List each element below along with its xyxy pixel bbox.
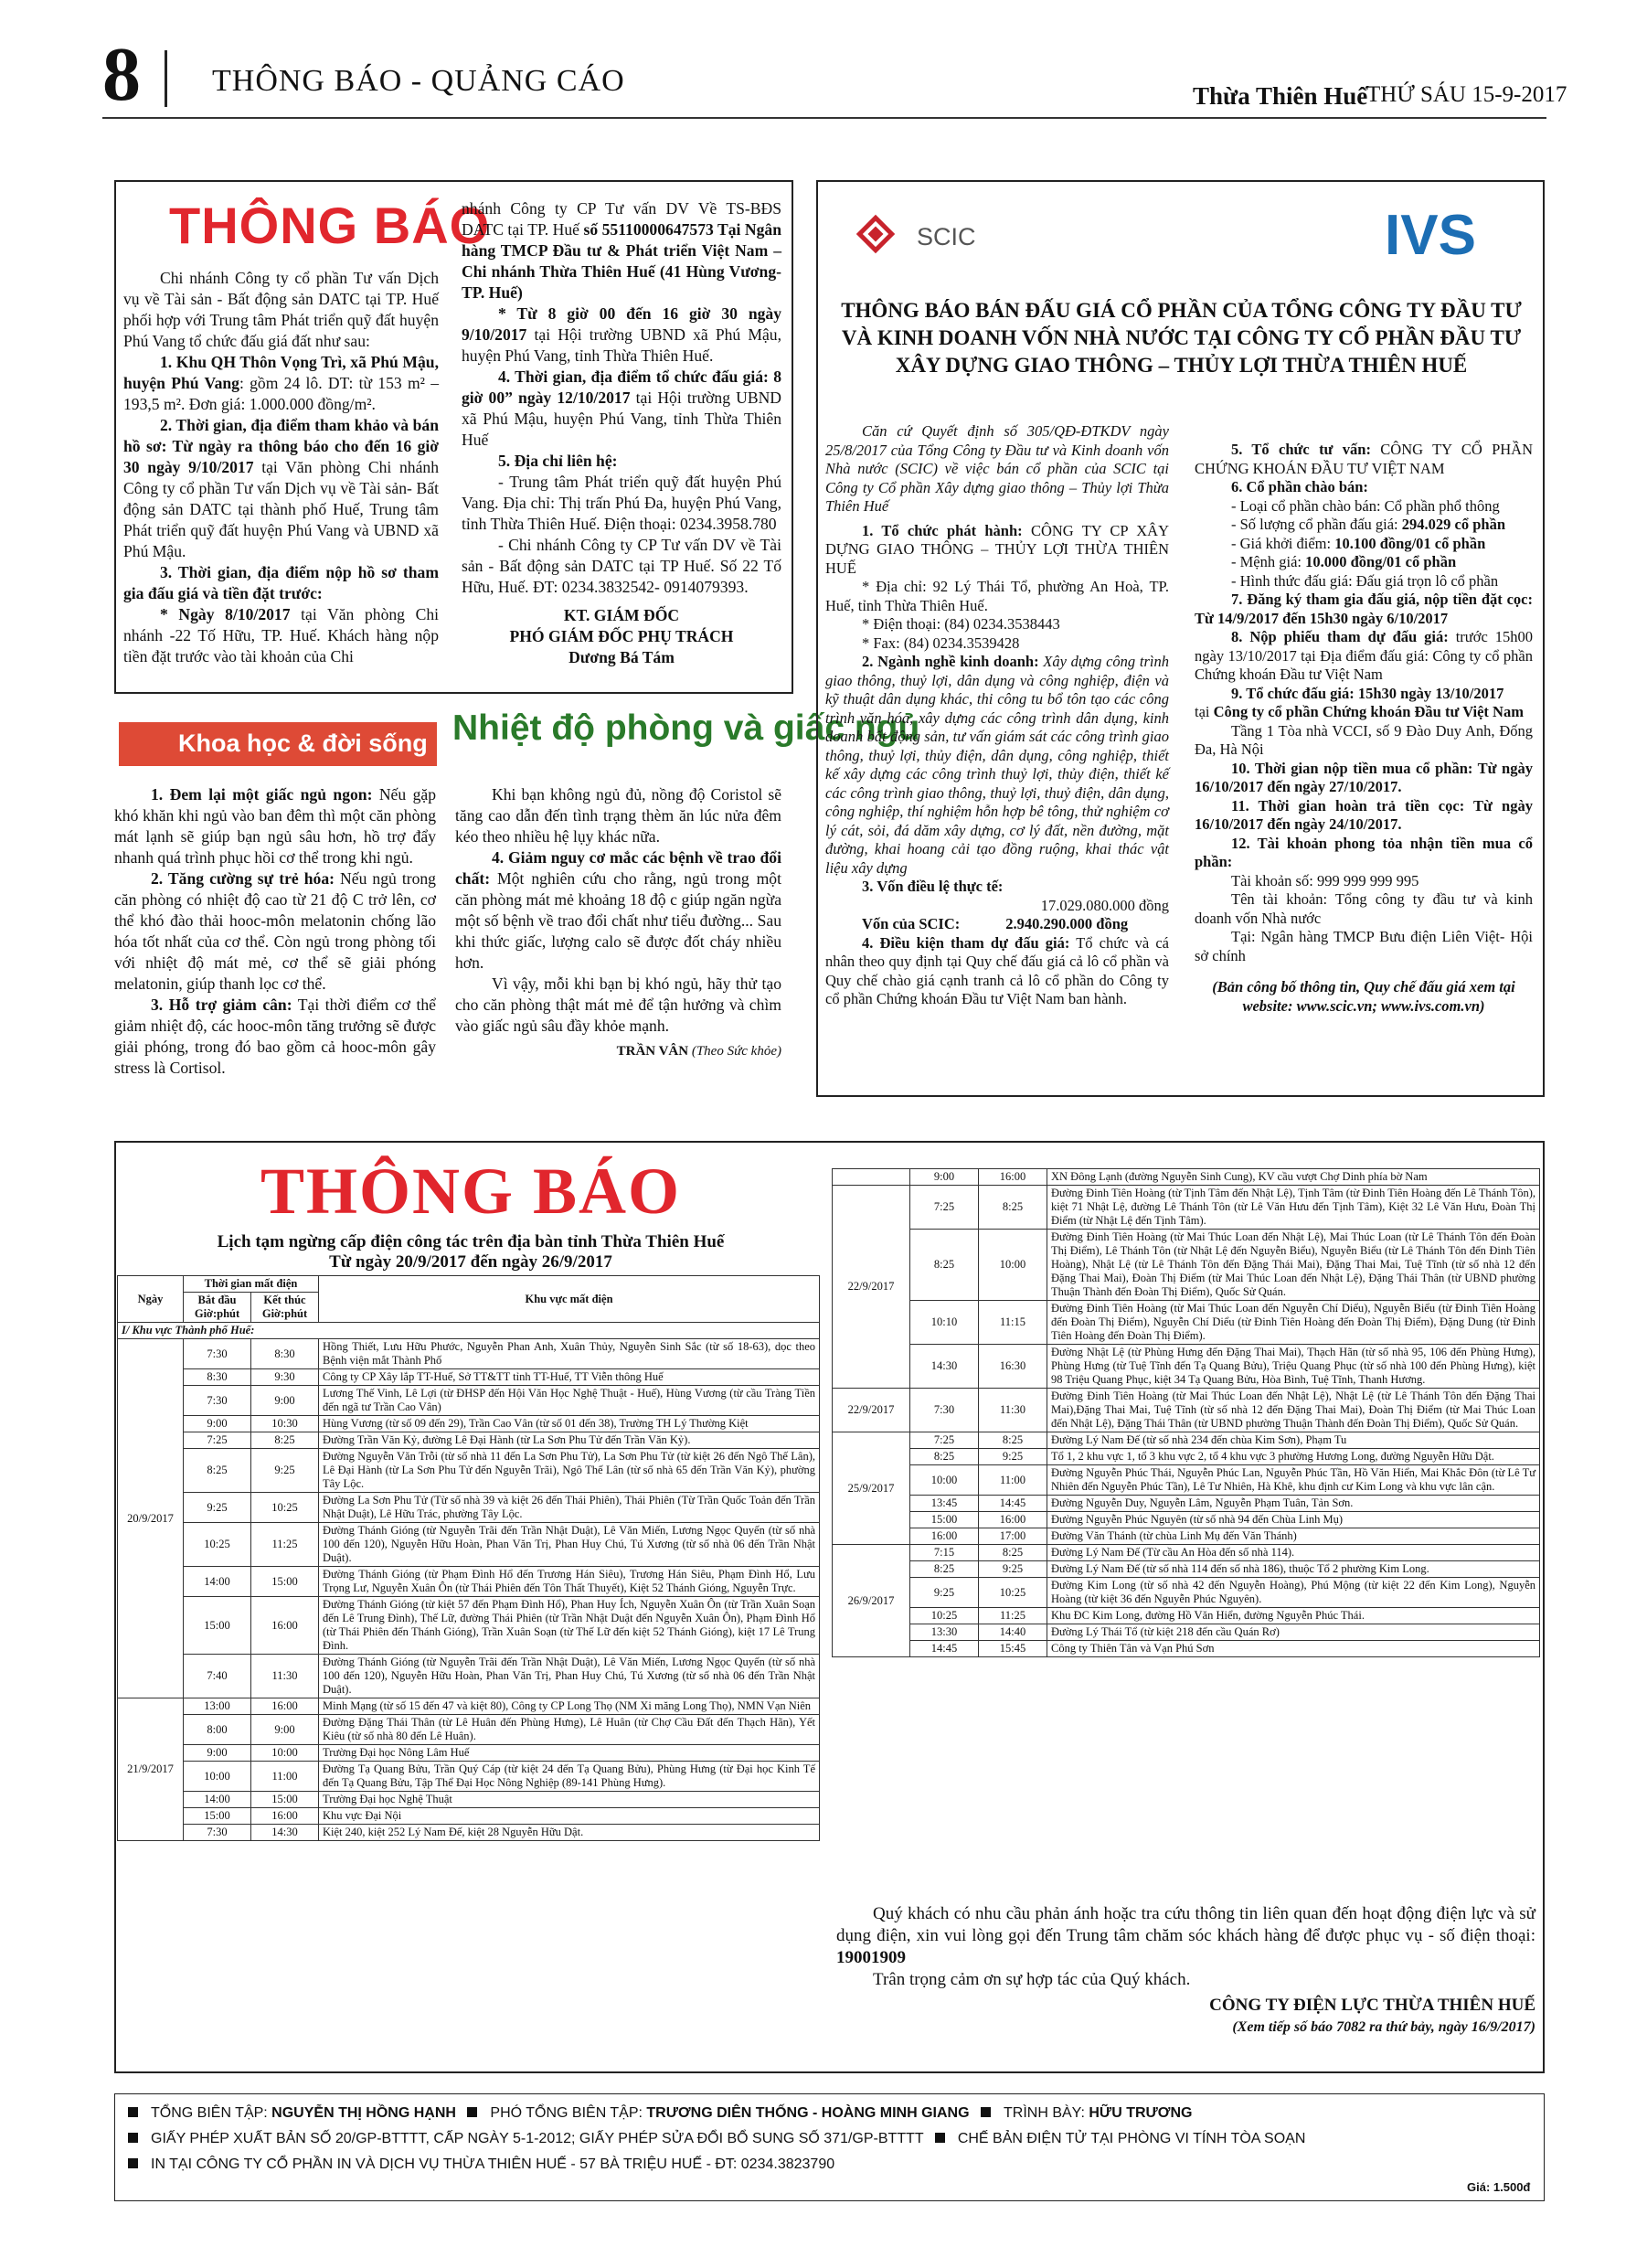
- end-time: 9:00: [251, 1715, 319, 1745]
- table-row: [833, 1578, 1540, 1608]
- start-time: 10:25: [910, 1608, 979, 1624]
- notice-intro: Chi nhánh Công ty cổ phần Tư vấn Dịch vụ về Tài sản - Bất động sản DATC tại TP. Huế phối hợp với Trung tâm Phát triển quỹ đất huyện Phú Vang tổ chức đấu giá đất như sau:: [123, 269, 439, 350]
- end-time: 8:25: [251, 1432, 319, 1449]
- col-header-area: Khu vực mất điện: [319, 1276, 820, 1323]
- scic-address: * Địa chỉ: 92 Lý Thái Tổ, phường An Hoà, TP. Huế, tỉnh Thừa Thiên Huế.: [825, 578, 1169, 614]
- section-title: THÔNG BÁO - QUẢNG CÁO: [212, 64, 625, 98]
- start-time: 9:00: [184, 1416, 251, 1432]
- article-point-3: 3. Hỗ trợ giảm cân: Tại thời điểm cơ thể giảm nhiệt độ, các hooc-môn tăng trưởng sẽ được giải phóng, trong đó bao gồm cả hooc-môn gây stress là Cortisol.: [114, 996, 436, 1077]
- start-time: 10:00: [910, 1465, 979, 1496]
- table-row: [833, 1641, 1540, 1657]
- issue-date: THỨ SÁU 15-9-2017: [1366, 82, 1567, 107]
- outage-area: Đường Nguyễn Phúc Thái, Nguyễn Phúc Lan, Nguyễn Phúc Tần, Hồ Văn Hiển, Mai Khắc Đôn (từ Lê Tư Nhiên đến Nguyễn Phúc Tần), Lê Tư Nhiên, Hà Khê, khu định cư Kim Long và khu vực lân cận.: [1047, 1465, 1540, 1496]
- table-row: [118, 1655, 820, 1698]
- scic-spacer: [1195, 422, 1533, 441]
- table-row: [118, 1369, 820, 1386]
- start-time: 9:00: [184, 1745, 251, 1762]
- day-cell: 21/9/2017: [118, 1698, 184, 1841]
- start-time: 15:00: [184, 1808, 251, 1825]
- outage-area: Đường Nhật Lệ (từ Phùng Hưng đến Đặng Thai Mai), Thạch Hãn (từ số nhà 95, 106 đến Phùng Hưng), Phùng Hưng (từ Tuệ Tĩnh đến Tạ Quang Bửu), Triệu Quang Phục (từ số nhà 100 đến Phùng Hưng), kiệt 98 Triệu Quang Phục, kiệt 34 Tạ Quang Bửu, Hòa Bình, Tuệ Tĩnh, Thanh Hương.: [1047, 1345, 1540, 1389]
- scic-title: THÔNG BÁO BÁN ĐẤU GIÁ CỔ PHẦN CỦA TỔNG CÔNG TY ĐẦU TƯ VÀ KINH DOANH VỐN NHÀ NƯỚC TẠI CÔNG TY CỔ PHẦN ĐẦU TƯ XÂY DỰNG GIAO THÔNG – THỦY LỢI THỪA THIÊN HUẾ: [841, 299, 1522, 377]
- end-time: 11:00: [979, 1465, 1047, 1496]
- end-time: 11:30: [979, 1389, 1047, 1432]
- end-time: 10:25: [251, 1493, 319, 1523]
- table-row: [118, 1567, 820, 1597]
- start-time: 14:45: [910, 1641, 979, 1657]
- end-time: 16:00: [251, 1698, 319, 1715]
- table-row: [118, 1745, 820, 1762]
- table-row: [833, 1301, 1540, 1345]
- notice-column-2: [462, 198, 781, 668]
- outage-area: Đường Đinh Tiên Hoàng (từ Mai Thúc Loan đến Nhật Lệ), Mai Thúc Loan (từ Lê Thánh Tôn đến Đoàn Thị Điểm), Lê Thánh Tôn (từ Nhật Lệ đến Nguyễn Biểu), Nguyễn Biểu (từ Lê Thánh Tôn đến Đinh Tiên Hoàng), Nhật Lệ (từ Lê Thánh Tôn đến Đặng Thái Mai), Đặng Thai Mai, Tuệ Tĩnh (từ số nhà 12 đến Đặng Thai Mai), Đoàn Thị Điểm (từ Mai Thúc Loan đến Nhật Lệ), Đặng Thái Thân (từ UBND phường Thuận Thành đến Đoàn Thị Điểm), Quốc Sử Quán.: [1047, 1230, 1540, 1301]
- outage-subtitle: Lịch tạm ngừng cấp điện công tác trên địa bàn tỉnh Thừa Thiên Huế: [217, 1232, 725, 1251]
- scic-registration: 7. Đăng ký tham gia đấu giá, nộp tiền đặt cọc: Từ 14/9/2017 đến 15h30 ngày 6/10/2017: [1195, 591, 1533, 627]
- day-cell: 26/9/2017: [833, 1545, 910, 1657]
- scic-capital-value: 17.029.080.000 đồng: [1040, 896, 1169, 914]
- end-time: 17:00: [979, 1528, 1047, 1545]
- table-row: [118, 1493, 820, 1523]
- outage-company: CÔNG TY ĐIỆN LỰC THỪA THIÊN HUẾ: [1209, 1996, 1535, 2015]
- outage-area: Đường Nguyễn Duy, Nguyễn Lâm, Nguyễn Phạm Tuân, Tản Sơn.: [1047, 1496, 1540, 1512]
- outage-title: THÔNG BÁO: [260, 1155, 682, 1228]
- scic-logo: [855, 213, 897, 255]
- outage-area: Đường Lý Thái Tổ (từ kiệt 218 đến cầu Quán Rơ): [1047, 1624, 1540, 1641]
- end-time: 16:00: [251, 1597, 319, 1655]
- table-row: [118, 1825, 820, 1841]
- notice-deposit-time: * Từ 8 giờ 00 đến 16 giờ 30 ngày 9/10/2017 tại Hội trường UBND xã Phú Mậu, huyện Phú Vang, tỉnh Thừa Thiên Huế.: [462, 304, 781, 365]
- end-time: 8:30: [251, 1339, 319, 1369]
- start-time: 7:30: [910, 1389, 979, 1432]
- outage-thanks: Trân trọng cảm ơn sự hợp tác của Quý khách.: [873, 1970, 1191, 1989]
- end-time: 11:00: [251, 1762, 319, 1792]
- table-row: [118, 1339, 820, 1369]
- outage-table-right: [832, 1168, 1540, 1657]
- outage-continued: (Xem tiếp số báo 7082 ra thứ bảy, ngày 16/9/2017): [1232, 2019, 1535, 2035]
- scic-venue: tại Công ty cổ phần Chứng khoán Đầu tư Việt Nam: [1195, 703, 1524, 720]
- outage-footer: [836, 1903, 1535, 2039]
- end-time: 9:25: [979, 1449, 1047, 1465]
- end-time: 16:00: [979, 1512, 1047, 1528]
- start-time: 8:25: [184, 1449, 251, 1493]
- scic-offering: 6. Cổ phần chào bán:: [1231, 478, 1368, 495]
- scic-scic-capital: Vốn của SCIC: 2.940.290.000 đồng: [862, 915, 1129, 932]
- start-time: 7:15: [910, 1545, 979, 1561]
- day-cell: [833, 1169, 910, 1186]
- notice-item-5: 5. Địa chỉ liên hệ:: [498, 452, 618, 470]
- outage-area: Khu ĐC Kim Long, đường Hồ Văn Hiển, đường Nguyễn Phúc Thái.: [1047, 1608, 1540, 1624]
- outage-area: Đường Nguyễn Phúc Nguyên (từ số nhà 94 đến Chùa Linh Mụ): [1047, 1512, 1540, 1528]
- table-row: [833, 1512, 1540, 1528]
- start-time: 9:00: [910, 1169, 979, 1186]
- table-row: [833, 1528, 1540, 1545]
- newspaper-brand: Thừa Thiên Huế: [1193, 82, 1368, 110]
- article-column-2: [455, 784, 781, 1062]
- outage-area: Minh Mạng (từ số 15 đến 47 và kiệt 80), Công ty CP Long Thọ (NM Xi măng Long Thọ), NMN Vạn Niên: [319, 1698, 820, 1715]
- outage-area: Đường Kim Long (từ số nhà 42 đến Nguyễn Hoàng), Phú Mộng (từ kiệt 22 đến Kim Long), Nguyễn Hoàng (từ kiệt 36 đến Nguyễn Phúc Nguyên).: [1047, 1578, 1540, 1608]
- scic-auction-time: 9. Tổ chức đấu giá: 15h30 ngày 13/10/2017: [1231, 684, 1504, 702]
- outage-area: XN Đông Lạnh (đường Nguyễn Sinh Cung), KV cầu vượt Chợ Dinh phía bờ Nam: [1047, 1169, 1540, 1186]
- imprint-line-3: IN TẠI CÔNG TY CỔ PHẦN IN VÀ DỊCH VỤ THỪA THIÊN HUẾ - 57 BÀ TRIỆU HUẾ - ĐT: 0234.3823790: [128, 2156, 834, 2173]
- outage-area: Đường Thánh Gióng (từ Nguyễn Trãi đến Trần Nhật Duật), Lê Văn Miến, Lương Ngọc Quyến (từ số nhà 100 đến 120), Nguyễn Hữu Hoàn, Phan Văn Trị, Phan Huy Chú, Tú Xương (từ số nhà 06 đến Trần Nhật Duật).: [319, 1655, 820, 1698]
- table-row: [118, 1523, 820, 1567]
- end-time: 15:00: [251, 1792, 319, 1808]
- start-time: 16:00: [910, 1528, 979, 1545]
- start-time: 10:00: [184, 1762, 251, 1792]
- start-time: 14:00: [184, 1792, 251, 1808]
- notice-column-1: [123, 268, 439, 667]
- end-time: 16:00: [251, 1808, 319, 1825]
- end-time: 10:00: [251, 1745, 319, 1762]
- end-time: 15:00: [251, 1567, 319, 1597]
- start-time: 8:25: [910, 1230, 979, 1301]
- outage-area: Hồng Thiết, Lưu Hữu Phước, Nguyễn Phan Anh, Xuân Thủy, Nguyễn Sinh Sắc (từ số 18-63), dọc theo Bệnh viện mắt Thành Phố: [319, 1339, 820, 1369]
- start-time: 13:00: [184, 1698, 251, 1715]
- day-cell: 22/9/2017: [833, 1389, 910, 1432]
- start-time: 7:25: [910, 1186, 979, 1230]
- outage-area: Trường Đại học Nghệ Thuật: [319, 1792, 820, 1808]
- start-time: 14:00: [184, 1567, 251, 1597]
- article-title: Nhiệt độ phòng và giấc ngủ: [452, 708, 920, 748]
- scic-refund-time: 11. Thời gian hoàn trả tiền cọc: Từ ngày 16/10/2017 đến ngày 24/10/2017.: [1195, 796, 1533, 833]
- table-row: [118, 1808, 820, 1825]
- table-row: [118, 1715, 820, 1745]
- article-conclusion: Vì vậy, mỗi khi bạn bị khó ngủ, hãy thử tạo cho căn phòng thật mát mẻ để tận hưởng và chìm vào giấc ngủ sâu đầy khỏe mạnh.: [455, 974, 781, 1035]
- notice-contact-a: - Trung tâm Phát triển quỹ đất huyện Phú Vang. Địa chỉ: Thị trấn Phú Đa, huyện Phú Vang, tỉnh Thừa Thiên Huế. Điện thoại: 0234.3958.780: [462, 473, 781, 533]
- outage-area: Đường La Sơn Phu Tử (Từ số nhà 39 và kiệt 26 đến Thái Phiên), Thái Phiên (Từ Trần Quốc Toản đến Trần Nhật Duật), Lê Hữu Trác, phường Tây Lộc.: [319, 1493, 820, 1523]
- start-time: 10:10: [910, 1301, 979, 1345]
- col-header-time: Thời gian mất điện: [184, 1276, 319, 1293]
- table-row: [118, 1597, 820, 1655]
- scic-fax: * Fax: (84) 0234.3539428: [862, 634, 1020, 652]
- table-row: [833, 1496, 1540, 1512]
- outage-area: Công ty Thiên Tân và Vạn Phú Sơn: [1047, 1641, 1540, 1657]
- start-time: 7:25: [910, 1432, 979, 1449]
- scic-conditions: 4. Điều kiện tham dự đấu giá: Tổ chức và cá nhân theo quy định tại Quy chế đấu giá cả lô cổ phần và Quy chế chào giá cạnh tranh cả lô cổ phần do Công ty cổ phần Chứng khoán Đầu tư Việt Nam ban hành.: [825, 933, 1170, 1007]
- notice-item-3: 3. Thời gian, địa điểm nộp hồ sơ tham gia đấu giá và tiền đặt trước:: [123, 563, 439, 602]
- end-time: 10:30: [251, 1416, 319, 1432]
- table-row: [833, 1186, 1540, 1230]
- outage-area: Đường Lý Nam Đế (từ số nhà 114 đến số nhà 186), thuộc Tổ 2 phường Kim Long.: [1047, 1561, 1540, 1578]
- scic-account-bank: Tại: Ngân hàng TMCP Bưu điện Liên Việt- Hội sở chính: [1195, 928, 1533, 964]
- ivs-logo: IVS: [1385, 204, 1476, 267]
- end-time: 15:45: [979, 1641, 1047, 1657]
- outage-area: Trường Đại học Nông Lâm Huế: [319, 1745, 820, 1762]
- table-row: [833, 1449, 1540, 1465]
- scic-venue-address: Tầng 1 Tòa nhà VCCI, số 9 Đào Duy Anh, Đống Đa, Hà Nội: [1195, 721, 1533, 758]
- day-cell: 22/9/2017: [833, 1186, 910, 1389]
- end-time: 10:25: [979, 1578, 1047, 1608]
- notice-contact-b: - Chi nhánh Công ty CP Tư vấn DV về Tài sản - Bất động sản DATC tại TP Huế. Số 22 Tố Hữu, Huế. ĐT: 0234.3832542- 0914079393.: [462, 536, 781, 596]
- start-time: 13:30: [910, 1624, 979, 1641]
- start-time: 9:25: [184, 1493, 251, 1523]
- area-section: I/ Khu vực Thành phố Huế:: [118, 1323, 820, 1339]
- table-row: [118, 1449, 820, 1493]
- scic-phone: * Điện thoại: (84) 0234.3538443: [862, 615, 1060, 633]
- imprint-line-1: TỔNG BIÊN TẬP: NGUYỄN THỊ HỒNG HẠNH PHÓ TỔNG BIÊN TẬP: TRƯƠNG DIÊN THỐNG - HOÀNG MINH GIANG TRÌNH BÀY: HỮU TRƯƠNG: [128, 2105, 1192, 2122]
- scic-column-2: [1195, 422, 1533, 1016]
- article-column-1: [114, 784, 436, 1079]
- article-point-2: 2. Tăng cường sự trẻ hóa: Nếu ngủ trong căn phòng có nhiệt độ cao từ 21 độ C trở lên, cơ thể khó đào thải hooc-môn melatonin chống lão hóa tốt nhất của cơ thể. Còn ngủ trong phòng tối với nhiệt độ mát mẻ, cơ thể sẽ giải phóng melatonin, giúp thanh lọc cơ thể.: [114, 869, 436, 993]
- end-time: 9:25: [979, 1561, 1047, 1578]
- end-time: 14:40: [979, 1624, 1047, 1641]
- table-row: [118, 1416, 820, 1432]
- start-time: 15:00: [184, 1597, 251, 1655]
- start-time: 8:30: [184, 1369, 251, 1386]
- end-time: 10:00: [979, 1230, 1047, 1301]
- end-time: 9:00: [251, 1386, 319, 1416]
- start-time: 7:25: [184, 1432, 251, 1449]
- signature-title: KT. GIÁM ĐỐC: [563, 606, 680, 624]
- outage-area: Lương Thế Vinh, Lê Lợi (từ ĐHSP đến Hội Văn Học Nghệ Thuật - Huế), Hùng Vương (từ cầu Tràng Tiền đến ngã tư Trần Cao Vân): [319, 1386, 820, 1416]
- end-time: 11:25: [979, 1608, 1047, 1624]
- scic-capital-label: 3. Vốn điều lệ thực tế:: [862, 878, 1004, 895]
- imprint-line-2: GIẤY PHÉP XUẤT BẢN SỐ 20/GP-BTTTT, CẤP NGÀY 5-1-2012; GIẤY PHÉP SỬA ĐỔI BỔ SUNG SỐ 371/GP-BTTTT CHẾ BẢN ĐIỆN TỬ TẠI PHÒNG VI TÍNH TÒA SOẠN: [128, 2131, 1305, 2147]
- end-time: 8:25: [979, 1186, 1047, 1230]
- end-time: 16:30: [979, 1345, 1047, 1389]
- signature-role: PHÓ GIÁM ĐỐC PHỤ TRÁCH: [509, 627, 734, 645]
- col-header-start: Bắt đầu Giờ:phút: [184, 1293, 251, 1323]
- start-time: 8:00: [184, 1715, 251, 1745]
- notice-bank-info: nhánh Công ty CP Tư vấn DV Về TS-BĐS DATC tại TP. Huế số 55110000647573 Tại Ngân hàng TMCP Đầu tư & Phát triển Việt Nam – Chi nhánh Thừa Thiên Huế (41 Hùng Vương-TP. Huế): [462, 199, 781, 302]
- end-time: 14:30: [251, 1825, 319, 1841]
- outage-area: Khu vực Đại Nội: [319, 1808, 820, 1825]
- table-row: [118, 1698, 820, 1715]
- signature-name: Dương Bá Tám: [568, 648, 675, 666]
- outage-area: Đường Văn Thánh (từ chùa Linh Mụ đến Văn Thánh): [1047, 1528, 1540, 1545]
- start-time: 7:30: [184, 1339, 251, 1369]
- start-time: 8:25: [910, 1561, 979, 1578]
- table-row: [118, 1762, 820, 1792]
- start-time: 9:25: [910, 1578, 979, 1608]
- section-label: Khoa học & đời sống: [119, 722, 437, 766]
- table-row: [833, 1465, 1540, 1496]
- page-number: 8: [102, 32, 141, 117]
- scic-website-note: (Bản công bố thông tin, Quy chế đấu giá xem tại website: www.scic.vn; www.ivs.com.vn): [1212, 978, 1515, 1015]
- start-time: 7:40: [184, 1655, 251, 1698]
- scic-share-qty: - Số lượng cổ phần đấu giá: 294.029 cổ phần: [1231, 516, 1505, 533]
- outage-period: Từ ngày 20/9/2017 đến ngày 26/9/2017: [329, 1252, 612, 1272]
- start-time: 10:25: [184, 1523, 251, 1567]
- article-point-4: 4. Giảm nguy cơ mắc các bệnh về trao đổi chất: Một nghiên cứu cho rằng, ngủ trong một căn phòng mát mẻ khoảng 18 độ c giúp ngăn ngừa một số bệnh về trao đổi chất như tiểu đường... Sau khi thức giấc, lượng calo sẽ được đốt cháy nhiều hơn.: [455, 848, 781, 972]
- end-time: 11:30: [251, 1655, 319, 1698]
- article-byline: TRẦN VÂN (Theo Sức khỏe): [616, 1044, 781, 1059]
- scic-advisor: 5. Tổ chức tư vấn: CÔNG TY CỔ PHẦN CHỨNG KHOÁN ĐẦU TƯ VIỆT NAM: [1195, 441, 1533, 477]
- outage-area: Đường Thánh Gióng (từ Nguyễn Trãi đến Trần Nhật Duật), Lê Văn Miến, Lương Ngọc Quyến (từ số nhà 100 đến 120), Nguyễn Hữu Hoàn, Phan Văn Trị, Phan Huy Chú, Tú Xương (từ số nhà 06 đến Trần Nhật Duật).: [319, 1523, 820, 1567]
- outage-area: Đường Thánh Gióng (từ Phạm Đình Hổ đến Trương Hán Siêu), Trương Hán Siêu, Phạm Đình Hổ, Lưu Trọng Lư, Nguyễn Xuân Ôn (từ Thái Phiên đến Tôn Thất Thuyết), Kiệt 52 Thánh Gióng, Nguyễn Trực.: [319, 1567, 820, 1597]
- table-row: [833, 1230, 1540, 1301]
- scic-par-value: - Mệnh giá: 10.000 đồng/01 cổ phần: [1231, 553, 1457, 570]
- table-row: [833, 1389, 1540, 1432]
- start-time: 15:00: [910, 1512, 979, 1528]
- table-row: [833, 1345, 1540, 1389]
- outage-area: Đường Tạ Quang Bửu, Trần Quý Cáp (từ kiệt 24 đến Tạ Quang Bửu), Phùng Hưng (từ Đại học Kinh Tế đến Tạ Quang Bửu, Tập Thể Đại Học Nông Nghiệp (89-141 Phùng Hưng).: [319, 1762, 820, 1792]
- header-divider: [165, 50, 167, 107]
- start-time: 7:30: [184, 1825, 251, 1841]
- scic-payment-time: 10. Thời gian nộp tiền mua cổ phần: Từ ngày 16/10/2017 đến ngày 27/10/2017.: [1195, 759, 1533, 795]
- article-para: Khi bạn không ngủ đủ, nồng độ Coristol sẽ tăng cao dẫn đến tình trạng thèm ăn lúc nửa đêm kéo theo nhiều hệ lụy khác nữa.: [455, 785, 781, 846]
- outage-area: Đường Đinh Tiên Hoàng (từ Mai Thúc Loan đến Nhật Lệ), Nhật Lệ (từ Lê Thánh Tôn đến Đặng Thai Mai),Đặng Thai Mai, Tuệ Tĩnh (từ số nhà 12 đến Đặng Thai Mai), Đoàn Thị Điểm (từ Mai Thúc Loan đến Nhật Lệ), Đặng Thái Thân (từ UBND phường Thuận Thành đến Đoàn Thị Điểm), Quốc Sử Quán.: [1047, 1389, 1540, 1432]
- end-time: 11:25: [251, 1523, 319, 1567]
- scic-account-title: 12. Tài khoản phong tỏa nhận tiền mua cổ phần:: [1195, 834, 1533, 870]
- notice-title: THÔNG BÁO: [169, 197, 491, 254]
- scic-issuer: 1. Tổ chức phát hành: CÔNG TY CP XÂY DỰNG GIAO THÔNG – THỦY LỢI THỪA THIÊN HUẾ: [825, 521, 1169, 577]
- table-row: [833, 1432, 1540, 1449]
- scic-share-type: - Loại cổ phần chào bán: Cổ phần phổ thông: [1231, 496, 1500, 515]
- outage-area: Đường Đặng Thái Thân (từ Lê Huân đến Phùng Hưng), Lê Huân (từ Chợ Cầu Đất đến Thạch Hãn), Yết Kiêu (từ số nhà 80 đến Lê Huân).: [319, 1715, 820, 1745]
- start-time: 13:45: [910, 1496, 979, 1512]
- day-cell: 25/9/2017: [833, 1432, 910, 1545]
- start-time: 14:30: [910, 1345, 979, 1389]
- scic-account-name: Tên tài khoản: Tổng công ty đầu tư và kinh doanh vốn Nhà nước: [1195, 890, 1533, 927]
- end-time: 14:45: [979, 1496, 1047, 1512]
- article-point-1: 1. Đem lại một giấc ngủ ngon: Nếu gặp khó khăn khi ngủ vào ban đêm thì một căn phòng mát lạnh sẽ giúp bạn ngủ sâu hơn, hồ trợ đẩy nhanh quá trình phục hồi cơ thể trong khi ngủ.: [114, 785, 436, 867]
- scic-logo-text: SCIC: [917, 223, 976, 250]
- table-row: [118, 1386, 820, 1416]
- end-time: 8:25: [979, 1432, 1047, 1449]
- table-row: [833, 1169, 1540, 1186]
- day-cell: 20/9/2017: [118, 1339, 184, 1698]
- scic-start-price: - Giá khởi điểm: 10.100 đồng/01 cổ phần: [1231, 534, 1486, 552]
- notice-item-2: 2. Thời gian, địa điểm tham khảo và bán hồ sơ: Từ ngày ra thông báo cho đến 16 giờ 30 ngày 9/10/2017 tại Văn phòng Chi nhánh Công ty cổ phần Tư vấn Dịch vụ về Tài sản- Bất động sản DATC tại thành phố Huế, Trung tâm Phát triển quỹ đất huyện Phú Vang và UBND xã Phú Mậu.: [123, 416, 439, 560]
- col-header-end: Kết thúc Giờ:phút: [251, 1293, 319, 1323]
- scic-account-number: Tài khoản số: 999 999 999 995: [1231, 871, 1419, 889]
- table-row: [833, 1561, 1540, 1578]
- price-label: Giá: 1.500đ: [1467, 2180, 1531, 2194]
- table-row: [118, 1432, 820, 1449]
- table-row: [833, 1608, 1540, 1624]
- outage-area: Đường Lý Nam Đế (từ số nhà 234 đến chùa Kim Sơn), Phạm Tu: [1047, 1432, 1540, 1449]
- start-time: 7:30: [184, 1386, 251, 1416]
- header-rule: [102, 117, 1546, 119]
- notice-item-1: 1. Khu QH Thôn Vọng Trì, xã Phú Mậu, huyện Phú Vang: gồm 24 lô. DT: từ 153 m² – 193,5 m². Đơn giá: 1.000.000 đồng/m².: [123, 353, 439, 413]
- outage-area: Kiệt 240, kiệt 252 Lý Nam Đế, kiệt 28 Nguyễn Hữu Dật.: [319, 1825, 820, 1841]
- end-time: 16:00: [979, 1169, 1047, 1186]
- notice-item-4: 4. Thời gian, địa điểm tổ chức đấu giá: 8 giờ 00” ngày 12/10/2017 tại Hội trường UBND xã Phú Mậu, huyện Phú Vang, tỉnh Thừa Thiên Huế: [462, 367, 782, 449]
- outage-area: Đường Nguyễn Văn Trỗi (từ số nhà 11 đến La Sơn Phu Tử), La Sơn Phu Tử (từ kiệt 26 đến Ngô Thế Lân), Lê Đại Hành (từ La Sơn Phu Tử đến Nguyễn Trãi), Ngô Thế Lân (từ số nhà 65 đến Trần Văn Kỷ), phường Tây Lộc.: [319, 1449, 820, 1493]
- end-time: 9:30: [251, 1369, 319, 1386]
- table-row: [833, 1545, 1540, 1561]
- end-time: 11:15: [979, 1301, 1047, 1345]
- notice-item-3-detail: * Ngày 8/10/2017 tại Văn phòng Chi nhánh -22 Tố Hữu, TP. Huế. Khách hàng nộp tiền đặt trước vào tài khoản của Chi: [123, 605, 440, 665]
- outage-note: Quý khách có nhu cầu phản ánh hoặc tra cứu thông tin liên quan đến hoạt động điện lực và sử dụng điện, xin vui lòng gọi đến Trung tâm chăm sóc khách hàng để được phục vụ - số điện thoại: 19001909: [836, 1904, 1535, 1967]
- table-row: [118, 1792, 820, 1808]
- end-time: 9:25: [251, 1449, 319, 1493]
- outage-area: Đường Đinh Tiên Hoàng (từ Tịnh Tâm đến Nhật Lệ), Tịnh Tâm (từ Đinh Tiên Hoàng đến Lê Thánh Tôn), kiệt 71 Nhật Lệ, đường Lê Thánh Tôn (từ Lê Văn Hưu đến Tịnh Tâm), Kiệt 32 Lê Văn Hưu, Đoàn Thị Điểm (từ Nhật Lệ đến Tịnh Tâm).: [1047, 1186, 1540, 1230]
- outage-area: Tổ 1, 2 khu vực 1, tổ 3 khu vực 2, tổ 4 khu vực 3 phường Hương Long, đường Nguyễn Hữu Dật.: [1047, 1449, 1540, 1465]
- scic-business: 2. Ngành nghề kinh doanh: Xây dựng công trình giao thông, thuỷ lợi, dân dụng và công nghiệp, điện và kỹ thuật dân dụng khác, thi công tu bổ tôn tạo các công trình văn hóa, xây dựng các công trình dân dụng, kinh doanh bất động sản, tư vấn giám sát các công trình giao thông, thuỷ lợi, thủy điện, dân dụng, công nghiệp, thiết kế xây dựng các công trình thuỷ lợi, thủy điện, thiết kế các công trình giao thông, thuỷ lợi, thuỷ điện, dân dụng, công nghiệp, thí nghiệm hỗn hợp bê tông, thử nghiệm cơ lý cát, sỏi, đá dăm xây dựng, cơ lý đất, nền đường, mặt đường, khai hoang cải tạo đồng ruộng, khai thác vật liệu xây dựng: [825, 653, 1169, 877]
- start-time: 8:25: [910, 1449, 979, 1465]
- scic-intro: Căn cứ Quyết định số 305/QĐ-ĐTKDV ngày 25/8/2017 của Tổng Công ty Đầu tư và Kinh doanh vốn Nhà nước (SCIC) về việc bán cổ phần của SCIC tại Công ty Cổ phần Xây dựng giao thông – Thủy lợi Thừa Thiên Huế: [825, 422, 1169, 515]
- outage-area: Đường Lý Nam Đế (Từ cầu An Hòa đến số nhà 114).: [1047, 1545, 1540, 1561]
- outage-area: Hùng Vương (từ số 09 đến 29), Trần Cao Vân (từ số 01 đến 38), Trường TH Lý Thường Kiệt: [319, 1416, 820, 1432]
- outage-area: Công ty CP Xây lắp TT-Huế, Sở TT&TT tỉnh TT-Huế, TT Viễn thông Huế: [319, 1369, 820, 1386]
- scic-auction-form: - Hình thức đấu giá: Đấu giá trọn lô cổ phần: [1231, 571, 1499, 590]
- table-row: [833, 1624, 1540, 1641]
- outage-area: Đường Thánh Gióng (từ kiệt 57 đến Phạm Đình Hổ), Phan Huy Ích, Nguyễn Xuân Ôn (từ Trần Xuân Soạn đến Lê Trung Đình), Thế Lữ, đường Thái Phiên (từ Trần Nhật Duật đến Nguyễn Xuân Ôn), Phạm Đình Hổ (từ Thái Phiên đến Thánh Gióng), Trần Xuân Soạn (từ Thế Lữ đến kiệt 52 Thánh Gióng), kiệt 17 Lê Trung Đình.: [319, 1597, 820, 1655]
- scic-ballot: 8. Nộp phiếu tham dự đấu giá: trước 15h00 ngày 13/10/2017 tại Địa điểm đấu giá: Công ty cổ phần Chứng khoán Đầu tư Việt Nam: [1195, 628, 1533, 683]
- outage-area: Đường Trần Văn Kỷ, đường Lê Đại Hành (từ La Sơn Phu Tử đến Trần Văn Kỷ).: [319, 1432, 820, 1449]
- outage-table-left: [117, 1275, 820, 1841]
- col-header-day: Ngày: [118, 1276, 184, 1323]
- scic-column-1: [825, 422, 1169, 1009]
- end-time: 8:25: [979, 1545, 1047, 1561]
- outage-area: Đường Đinh Tiên Hoàng (từ Mai Thúc Loan đến Nguyễn Chí Diểu), Nguyễn Biểu (từ Đinh Tiên Hoàng đến Đoàn Thị Điểm), Nguyễn Chí Diểu (từ Đinh Tiên Hoàng đến Đoàn Thị Điểm), Đặng Dung (từ Đinh Tiên Hoàng đến Đoàn Thị Điểm).: [1047, 1301, 1540, 1345]
